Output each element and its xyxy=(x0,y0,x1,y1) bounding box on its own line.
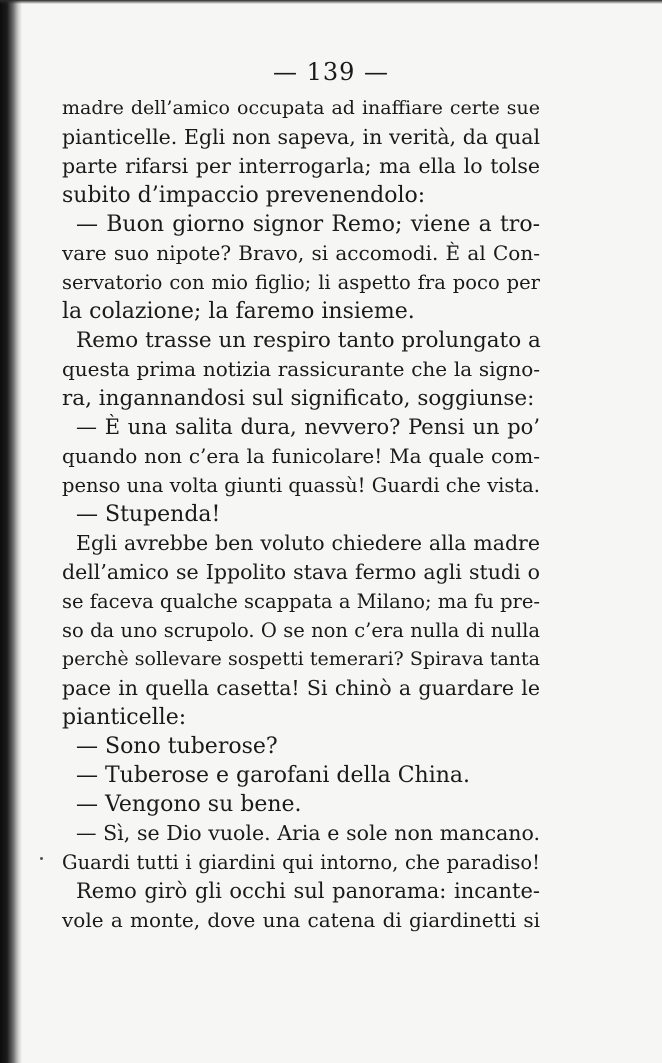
page-number: — 139 — xyxy=(272,58,390,86)
text-line: servatorio con mio figlio; li aspetto fra poco per xyxy=(62,271,540,294)
body-text xyxy=(62,94,540,935)
text-line: — Vengono su bene. xyxy=(76,792,302,817)
text-line: questa prima notizia rassicurante che la signo- xyxy=(62,357,540,381)
text-line: Guardi tutti i giardini qui intorno, che paradiso! xyxy=(62,851,540,874)
text-line: parte rifarsi per interrogarla; ma ella lo tolse xyxy=(62,154,540,178)
text-line: so da uno scrupolo. O se non c’era nulla di nulla xyxy=(62,619,540,642)
book-spine-shadow xyxy=(0,0,22,1063)
page-top-edge xyxy=(0,0,662,4)
text-line: — Sono tuberose? xyxy=(76,734,278,759)
text-line: perchè sollevare sospetti temerari? Spirava tanta xyxy=(62,648,540,670)
print-speck xyxy=(40,857,43,860)
text-line: penso una volta giunti quassù! Guardi che vista. xyxy=(62,474,540,497)
text-line: pianticelle. Egli non sapeva, in verità, da qual xyxy=(62,125,540,149)
text-line: quando non c’era la funicolare! Ma quale com- xyxy=(62,444,540,468)
text-line: subito d’impaccio prevenendolo: xyxy=(62,183,426,208)
text-line: — Stupenda! xyxy=(76,502,221,527)
text-line: Remo girò gli occhi sul panorama: incante- xyxy=(76,879,540,903)
text-line: — È una salita dura, nevvero? Pensi un po’ xyxy=(76,415,540,439)
text-line: — Buon giorno signor Remo; viene a tro- xyxy=(76,212,540,237)
text-line: vare suo nipote? Bravo, si accomodi. È al Con- xyxy=(62,241,540,265)
text-line: vole a monte, dove una catena di giardinetti si xyxy=(62,908,540,932)
text-line: Remo trasse un respiro tanto prolungato a xyxy=(76,328,541,353)
text-line: pace in quella casetta! Si chinò a guardare le xyxy=(62,676,540,700)
text-line: la colazione; la faremo insieme. xyxy=(62,299,415,324)
text-line: dell’amico se Ippolito stava fermo agli studi o xyxy=(62,560,540,584)
text-line: madre dell’amico occupata ad inaffiare certe sue xyxy=(62,97,540,119)
text-line: Egli avrebbe ben voluto chiedere alla madre xyxy=(76,531,540,555)
text-line: pianticelle: xyxy=(62,705,187,730)
text-line: ra, ingannandosi sul significato, soggiunse: xyxy=(62,386,535,411)
text-line: — Sì, se Dio vuole. Aria e sole non mancano. xyxy=(76,821,540,845)
text-line: se faceva qualche scappata a Milano; ma fu pre- xyxy=(62,590,540,613)
text-line: — Tuberose e garofani della China. xyxy=(76,763,471,788)
